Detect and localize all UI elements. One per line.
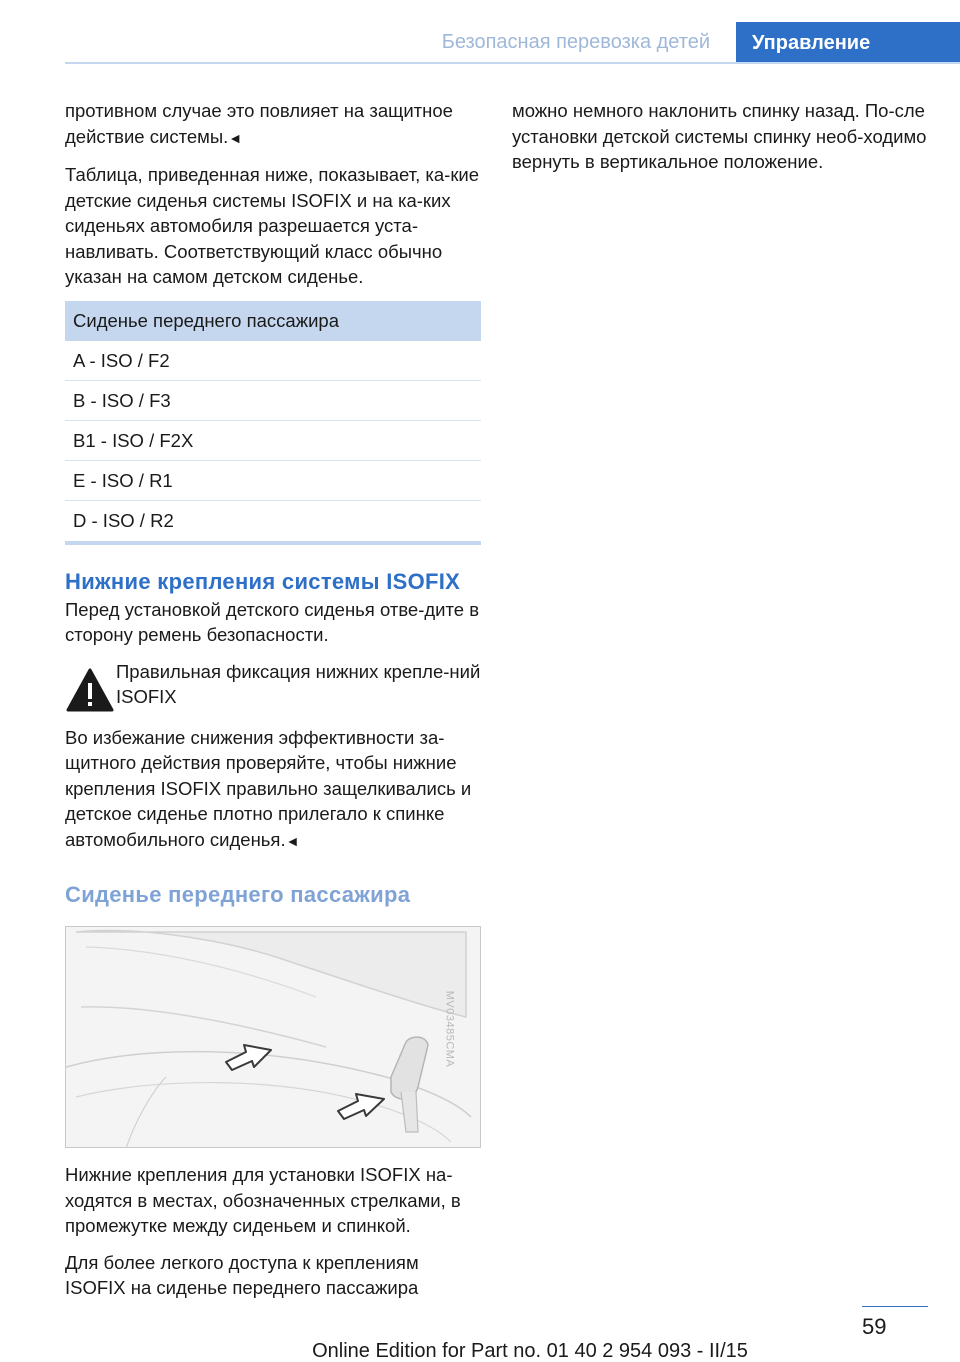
paragraph-table-intro: Таблица, приведенная ниже, показывает, ка-кие детские сиденья системы ISOFIX и на ка-ких сиденьях автомобиля разрешается уста-навливать. Соответствующий класс обычно указан на самом детском сиденье. <box>65 164 480 287</box>
footer-rule <box>862 1306 928 1307</box>
section-heading-front-seat: Сиденье переднего пассажира <box>65 882 411 907</box>
warning-text-body: Во избежание снижения эффективности за-щитного действия проверяйте, чтобы нижние крепления ISOFIX правильно защелкивались и детское сиденье плотно прилегало к спинке автомобильного сиденья. <box>65 726 472 850</box>
page-number: 59 <box>862 1314 887 1339</box>
paragraph-continued <box>65 98 481 151</box>
seat-drawing-icon <box>66 927 481 1148</box>
paragraph-backrest: можно немного наклонить спинку назад. По-сле установки детской системы спинку необ-ходимо вернуть в вертикальное положение. <box>512 100 927 172</box>
warning-block <box>65 659 481 717</box>
right-column <box>512 98 928 186</box>
table-row: B1 - ISO / F2X <box>65 421 481 461</box>
header-chapter-tab[interactable]: Управление <box>736 22 960 64</box>
warning-text <box>65 725 481 855</box>
subheading-isofix: Нижние крепления системы ISOFIX <box>65 568 461 594</box>
table-row: B - ISO / F3 <box>65 381 481 421</box>
paragraph-anchor-location: Нижние крепления для установки ISOFIX на-ходятся в местах, обозначенных стрелками, в промежутке между сиденьем и спинкой. <box>65 1164 461 1236</box>
paragraph-access: Для более легкого доступа к креплениям ISOFIX на сиденье переднего пассажира <box>65 1251 419 1298</box>
warning-triangle-icon <box>65 667 115 717</box>
header-rule <box>65 62 960 64</box>
paragraph-belt: Перед установкой детского сиденья отве-дите в сторону ремень безопасности. <box>65 598 480 645</box>
warning-title: Правильная фиксация нижних крепле-ний ISOFIX <box>116 660 481 707</box>
header-section-title: Безопасная перевозка детей <box>441 31 710 53</box>
paragraph-continued-line2: действие системы. <box>65 125 229 147</box>
seat-illustration <box>65 926 481 1148</box>
table-row: D - ISO / R2 <box>73 509 174 531</box>
left-column <box>65 98 481 1312</box>
edition-line: Online Edition for Part no. 01 40 2 954 093 - II/15 <box>312 1340 748 1362</box>
isofix-table <box>65 301 481 545</box>
end-mark-icon: ◄ <box>285 832 300 849</box>
table-row: A - ISO / F2 <box>65 341 481 381</box>
paragraph-continued-line1: противном случае это повлияет на защитное <box>65 100 453 121</box>
figure-code: MV03485CMA <box>443 990 456 1068</box>
table-header: Сиденье переднего пассажира <box>65 301 481 341</box>
table-row: E - ISO / R1 <box>65 461 481 501</box>
end-mark-icon: ◄ <box>228 129 243 146</box>
